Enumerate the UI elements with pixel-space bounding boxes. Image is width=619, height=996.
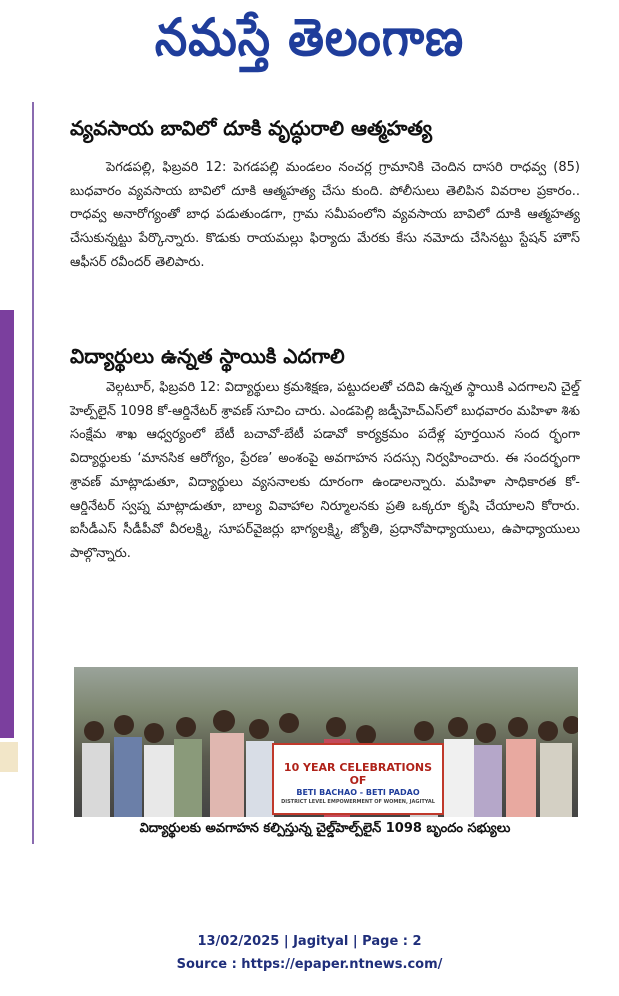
adjacent-beige-block [0,742,18,772]
adjacent-article-strip [0,102,34,844]
footer-date-edition: 13/02/2025 | Jagityal | Page : 2 [197,934,422,949]
banner-footnote: DISTRICT LEVEL EMPOWERMENT OF WOMEN, JAGITYAL [281,799,435,805]
photo-caption: విద్యార్థులకు అవగాహన కల్పిస్తున్న చైల్డ్‌హెల్ప్‌లైన్ 1098 బృందం సభ్యులు [139,821,511,836]
banner-subtitle: BETI BACHAO - BETI PADAO [296,788,420,797]
article-photo [74,667,578,817]
article2-body: వెల్గటూర్, ఫిబ్రవరి 12: విద్యార్థులు క్రమశిక్షణ, పట్టుదలతో చదివి ఉన్నత స్థాయికి ఎదగాలని చైల్డ్ హెల్ప్‌లైన్ 1098 కో-ఆర్డినేటర్ శ్రావణ్ సూచిం చారు. ఎండపెల్లి జడ్పీహెచ్ఎస్‌లో బుధవారం మహిళా శిశు సంక్షేమ శాఖ ఆధ్వర్యంలో బేటీ బచావో-బేటీ పడావో కార్యక్రమం పదేళ్ల పూర్తయిన సంద ర్భంగా విద్యార్థులకు ‘మానసిక ఆరోగ్యం, ప్రేరణ’ అంశంపై అవగాహన సదస్సు నిర్వహించారు. ఈ సందర్భంగా శ్రావణ్ మాట్లాడుతూ, విద్యార్థులు వ్యసనాలకు దూరంగా ఉండాలన్నారు. మహిళా సాధికారత కో-ఆర్డినేటర్ స్వప్న మాట్లాడుతూ, బాల్య వివాహాల నిర్మూలనకు ప్రతి ఒక్కరూ కృషి చేయాలని కోరారు. ఐసీడీఎస్ సీడీపీవో వీరలక్ష్మి, సూపర్‌వైజర్లు భాగ్యలక్ష్మి, జ్యోతి, ప్రధానోపాధ్యాయులు, ఉపాధ్యాయులు పాల్గొన్నారు. [70,380,580,561]
masthead-title: నమస్తే తెలంగాణ [154,7,465,68]
banner-title: 10 YEAR CELEBRATIONS OF [283,761,433,787]
article1-headline: వ్యవసాయ బావిలో దూకి వృద్ధురాలి ఆత్మహత్య [70,116,432,140]
adjacent-purple-block [0,310,14,738]
newspaper-masthead [0,0,619,88]
article2-headline: విద్యార్థులు ఉన్నత స్థాయికి ఎదగాలి [70,344,345,368]
article1-body: పెగడపల్లి, ఫిబ్రవరి 12: పెగడపల్లి మండలం నంచర్ల గ్రామానికి చెందిన దాసరి రాధవ్వ (85) బుధవారం వ్యవసాయ బావిలో దూకి ఆత్మహత్య చేసు కుంది. పోలీసులు తెలిపిన వివరాల ప్రకారం.. రాధవ్వ అనారోగ్యంతో బాధ పడుతుండగా, గ్రామ సమీపంలోని వ్యవసాయ బావిలో దూకి ఆత్మహత్య చేసుకున్నట్టు పేర్కొన్నారు. కొడుకు రాయమల్లు ఫిర్యాదు మేరకు కేసు నమోదు చేసినట్టు స్టేషన్ హౌస్ ఆఫీసర్ రవీందర్ తెలిపారు. [70,160,580,270]
beti-bachao-banner [272,743,444,815]
footer-source: Source : https://epaper.ntnews.com/ [176,957,443,972]
